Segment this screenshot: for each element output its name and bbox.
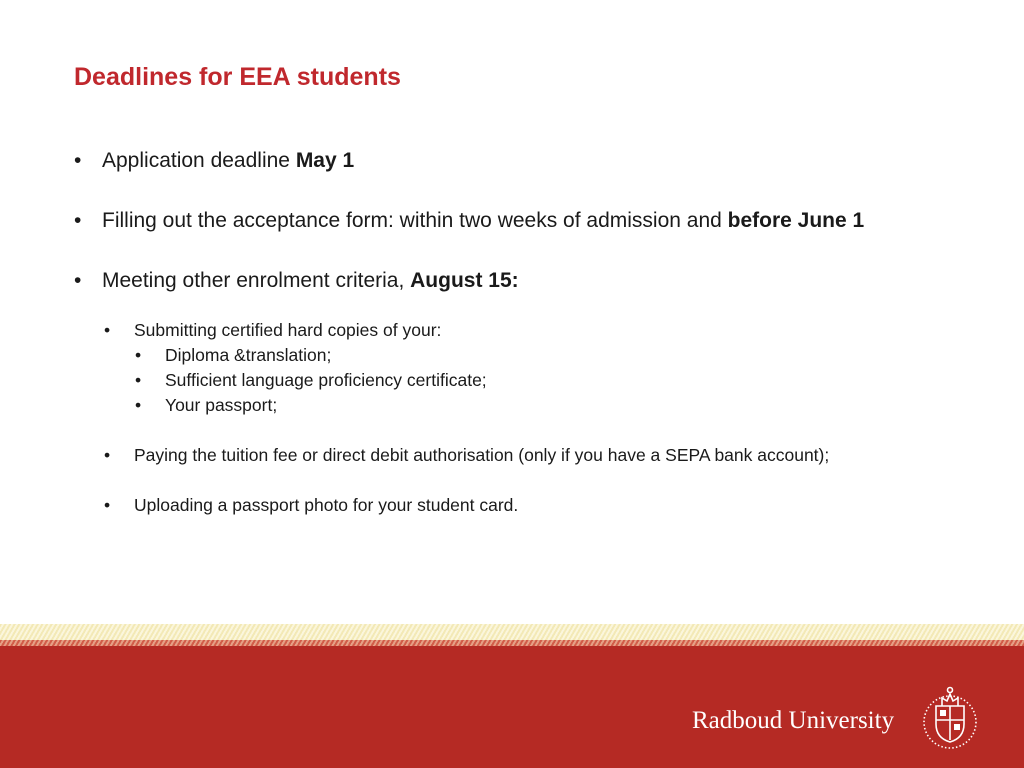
- subbullet-tuition-fee: [104, 443, 954, 468]
- subbullet-text: Paying the tuition fee or direct debit authorisation (only if you have a SEPA bank account);: [134, 445, 830, 465]
- list-item-text: Diploma &translation;: [165, 345, 332, 365]
- bullet-text: Application deadline: [102, 149, 296, 172]
- list-item-language-certificate: [134, 368, 954, 393]
- subbullet-text: Submitting certified hard copies of your:: [134, 320, 442, 340]
- bullet-glyph: •: [74, 149, 82, 172]
- radboud-seal-icon: [920, 684, 980, 750]
- bullet-glyph: •: [104, 445, 111, 465]
- bullet-glyph: •: [74, 209, 82, 232]
- university-wordmark: Radboud University: [692, 707, 895, 734]
- bullet-text: Filling out the acceptance form: within two weeks of admission and: [102, 209, 728, 232]
- bullet-acceptance-form: [74, 206, 954, 236]
- subbullet-passport-photo: [104, 493, 954, 518]
- list-item-text: Your passport;: [165, 395, 278, 415]
- bullet-glyph: •: [104, 320, 111, 340]
- bullet-text: Meeting other enrolment criteria,: [102, 269, 411, 292]
- enrolment-criteria-sublist: [104, 318, 954, 518]
- bullet-glyph: •: [104, 495, 111, 515]
- subbullet-text: Uploading a passport photo for your student card.: [134, 495, 519, 515]
- bullet-application-deadline: [74, 146, 954, 176]
- bullet-bold-text: before June 1: [727, 209, 865, 232]
- bullet-glyph: •: [135, 370, 142, 390]
- bullet-bold-text: August 15:: [410, 269, 519, 292]
- slide-body: [74, 146, 954, 543]
- bullet-glyph: •: [74, 269, 82, 292]
- certified-copies-list: [134, 343, 954, 418]
- bullet-glyph: •: [135, 395, 142, 415]
- list-item-passport: [134, 393, 954, 418]
- bullet-glyph: •: [135, 345, 142, 365]
- subbullet-certified-copies: [104, 318, 954, 418]
- bullet-bold-text: May 1: [295, 149, 355, 172]
- slide-title: Deadlines for EEA students: [74, 63, 401, 91]
- list-item-diploma: [134, 343, 954, 368]
- bullet-enrolment-criteria: [74, 266, 954, 296]
- list-item-text: Sufficient language proficiency certificate;: [165, 370, 487, 390]
